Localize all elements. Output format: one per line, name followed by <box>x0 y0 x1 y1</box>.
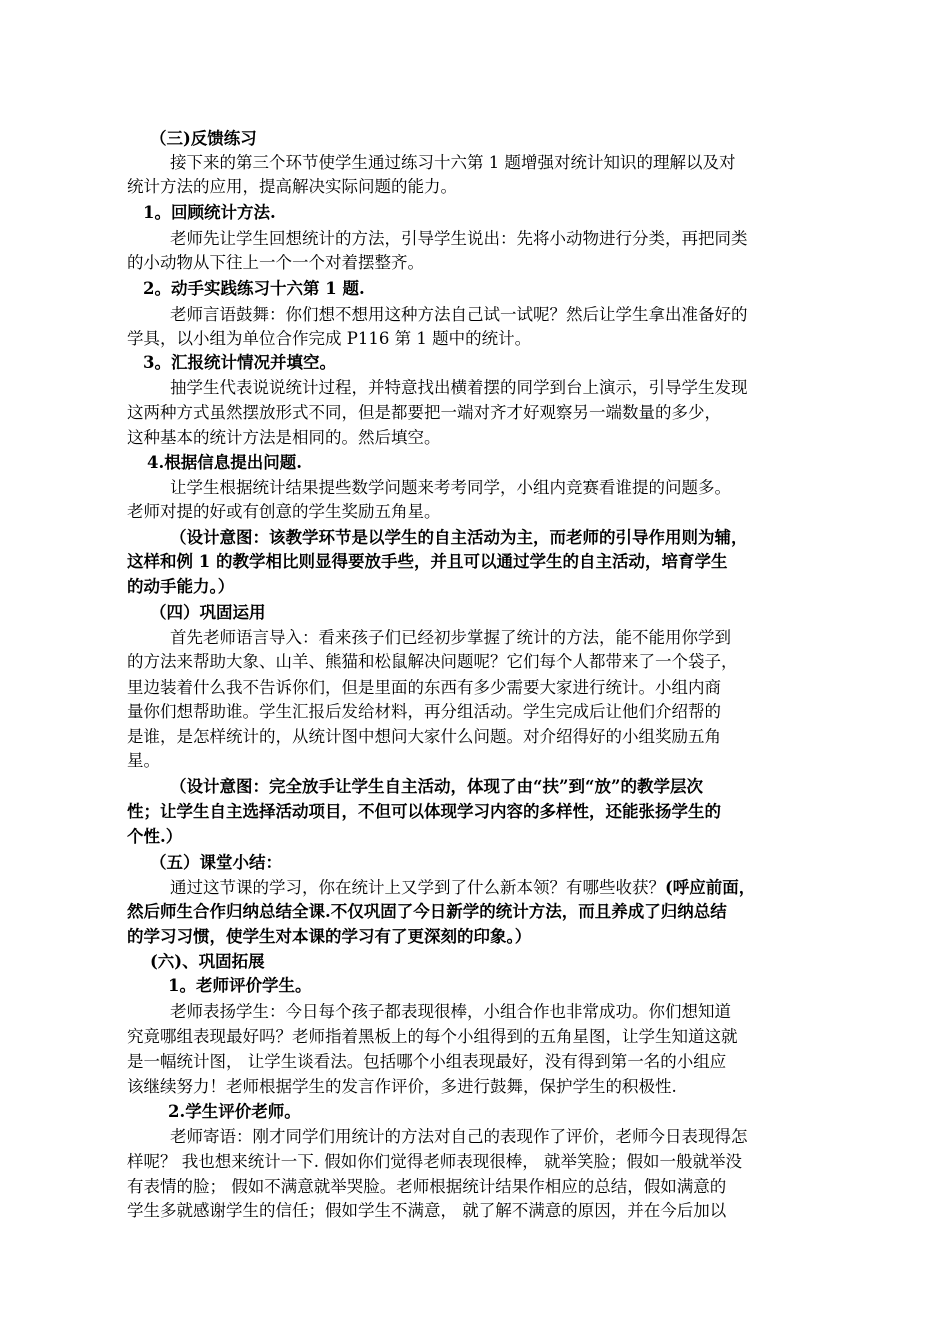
paragraph-line: 让学生根据统计结果提些数学问题来考考同学，小组内竞赛看谁提的问题多。 <box>170 478 731 497</box>
design-intent-line: 这样和例 1 的教学相比则显得要放手些，并且可以通过学生的自主活动，培育学生 <box>127 552 728 571</box>
step-heading: 3。汇报统计情况并填空。 <box>143 353 336 372</box>
step-heading: 2.学生评价老师。 <box>168 1102 301 1121</box>
paragraph-line: 老师寄语：刚才同学们用统计的方法对自己的表现作了评价，老师今日表现得怎 <box>170 1127 748 1146</box>
summary-question: 通过这节课的学习，你在统计上又学到了什么新本领？有哪些收获？ <box>170 878 665 897</box>
design-intent-line: 个性.） <box>127 827 183 846</box>
design-intent-line: （设计意图：该教学环节是以学生的自主活动为主，而老师的引导作用则为辅， <box>170 528 748 547</box>
section-heading-consolidation: （四）巩固运用 <box>150 603 266 622</box>
paragraph-line: 的方法来帮助大象、山羊、熊猫和松鼠解决问题呢？它们每个人都带来了一个袋子， <box>127 652 738 671</box>
section-heading-feedback-practice: （三)反馈练习 <box>150 129 257 148</box>
paragraph-line: 量你们想帮助谁。学生汇报后发给材料，再分组活动。学生完成后让他们介绍帮的 <box>127 702 721 721</box>
paragraph-line: 有表情的脸； 假如不满意就举哭脸。老师根据统计结果作相应的总结，假如满意的 <box>127 1177 727 1196</box>
section-heading-extension: (六)、巩固拓展 <box>150 952 265 971</box>
design-intent-line: （设计意图：完全放手让学生自主活动，体现了由“扶”到“放”的教学层次 <box>170 777 703 796</box>
paragraph-line: 样呢？ 我也想来统计一下. 假如你们觉得老师表现很棒， 就举笑脸；假如一般就举没 <box>127 1152 742 1171</box>
step-heading: 4.根据信息提出问题. <box>147 453 302 472</box>
summary-intent-line: 的学习习惯，使学生对本课的学习有了更深刻的印象。） <box>127 927 532 946</box>
step-heading: 1。老师评价学生。 <box>168 976 312 995</box>
paragraph-line: 学生多就感谢学生的信任；假如学生不满意， 就了解不满意的原因，并在今后加以 <box>127 1201 727 1220</box>
step-heading: 2。动手实践练习十六第 1 题. <box>143 279 365 298</box>
paragraph-line: 老师先让学生回想统计的方法，引导学生说出：先将小动物进行分类，再把同类 <box>170 229 748 248</box>
paragraph-line: 抽学生代表说说统计过程，并特意找出横着摆的同学到台上演示，引导学生发现 <box>170 378 748 397</box>
paragraph-line: 老师对提的好或有创意的学生奖励五角星。 <box>127 502 441 521</box>
paragraph-line: 该继续努力！老师根据学生的发言作评价，多进行鼓舞，保护学生的积极性. <box>127 1077 677 1096</box>
paragraph-line: 接下来的第三个环节使学生通过练习十六第 1 题增强对统计知识的理解以及对 <box>170 153 736 172</box>
paragraph-line: 是谁，是怎样统计的，从统计图中想问大家什么问题。对介绍得好的小组奖励五角 <box>127 727 721 746</box>
paragraph-line: 老师表扬学生：今日每个孩子都表现很棒，小组合作也非常成功。你们想知道 <box>170 1002 731 1021</box>
paragraph-line: 老师言语鼓舞：你们想不想用这种方法自己试一试呢？然后让学生拿出准备好的 <box>170 305 748 324</box>
paragraph-line: 统计方法的应用，提高解决实际问题的能力。 <box>127 177 457 196</box>
paragraph-line: 究竟哪组表现最好吗？老师指着黑板上的每个小组得到的五角星图，让学生知道这就 <box>127 1027 738 1046</box>
design-intent-line: 的动手能力。） <box>127 577 235 596</box>
paragraph-line: 首先老师语言导入：看来孩子们已经初步掌握了统计的方法，能不能用你学到 <box>170 628 731 647</box>
paragraph-line: 里边装着什么我不告诉你们，但是里面的东西有多少需要大家进行统计。小组内商 <box>127 678 721 697</box>
paragraph-line: 学具，以小组为单位合作完成 P116 第 1 题中的统计。 <box>127 329 532 348</box>
paragraph-line <box>170 876 755 900</box>
summary-intent-line: 然后师生合作归纳总结全课.不仅巩固了今日新学的统计方法，而且养成了归纳总结 <box>127 902 727 921</box>
section-heading-summary: （五）课堂小结： <box>150 853 282 872</box>
paragraph-line: 这两种方式虽然摆放形式不同，但是都要把一端对齐才好观察另一端数量的多少， <box>127 403 721 422</box>
paragraph-line: 的小动物从下往上一个一个对着摆整齐。 <box>127 253 424 272</box>
paragraph-line: 这种基本的统计方法是相同的。然后填空。 <box>127 428 441 447</box>
summary-intent-start: (呼应前面， <box>665 878 756 897</box>
design-intent-line: 性；让学生自主选择活动项目，不但可以体现学习内容的多样性，还能张扬学生的 <box>127 802 721 821</box>
paragraph-line: 星。 <box>127 751 160 770</box>
step-heading: 1。回顾统计方法. <box>143 203 276 222</box>
paragraph-line: 是一幅统计图， 让学生谈看法。包括哪个小组表现最好，没有得到第一名的小组应 <box>127 1052 727 1071</box>
